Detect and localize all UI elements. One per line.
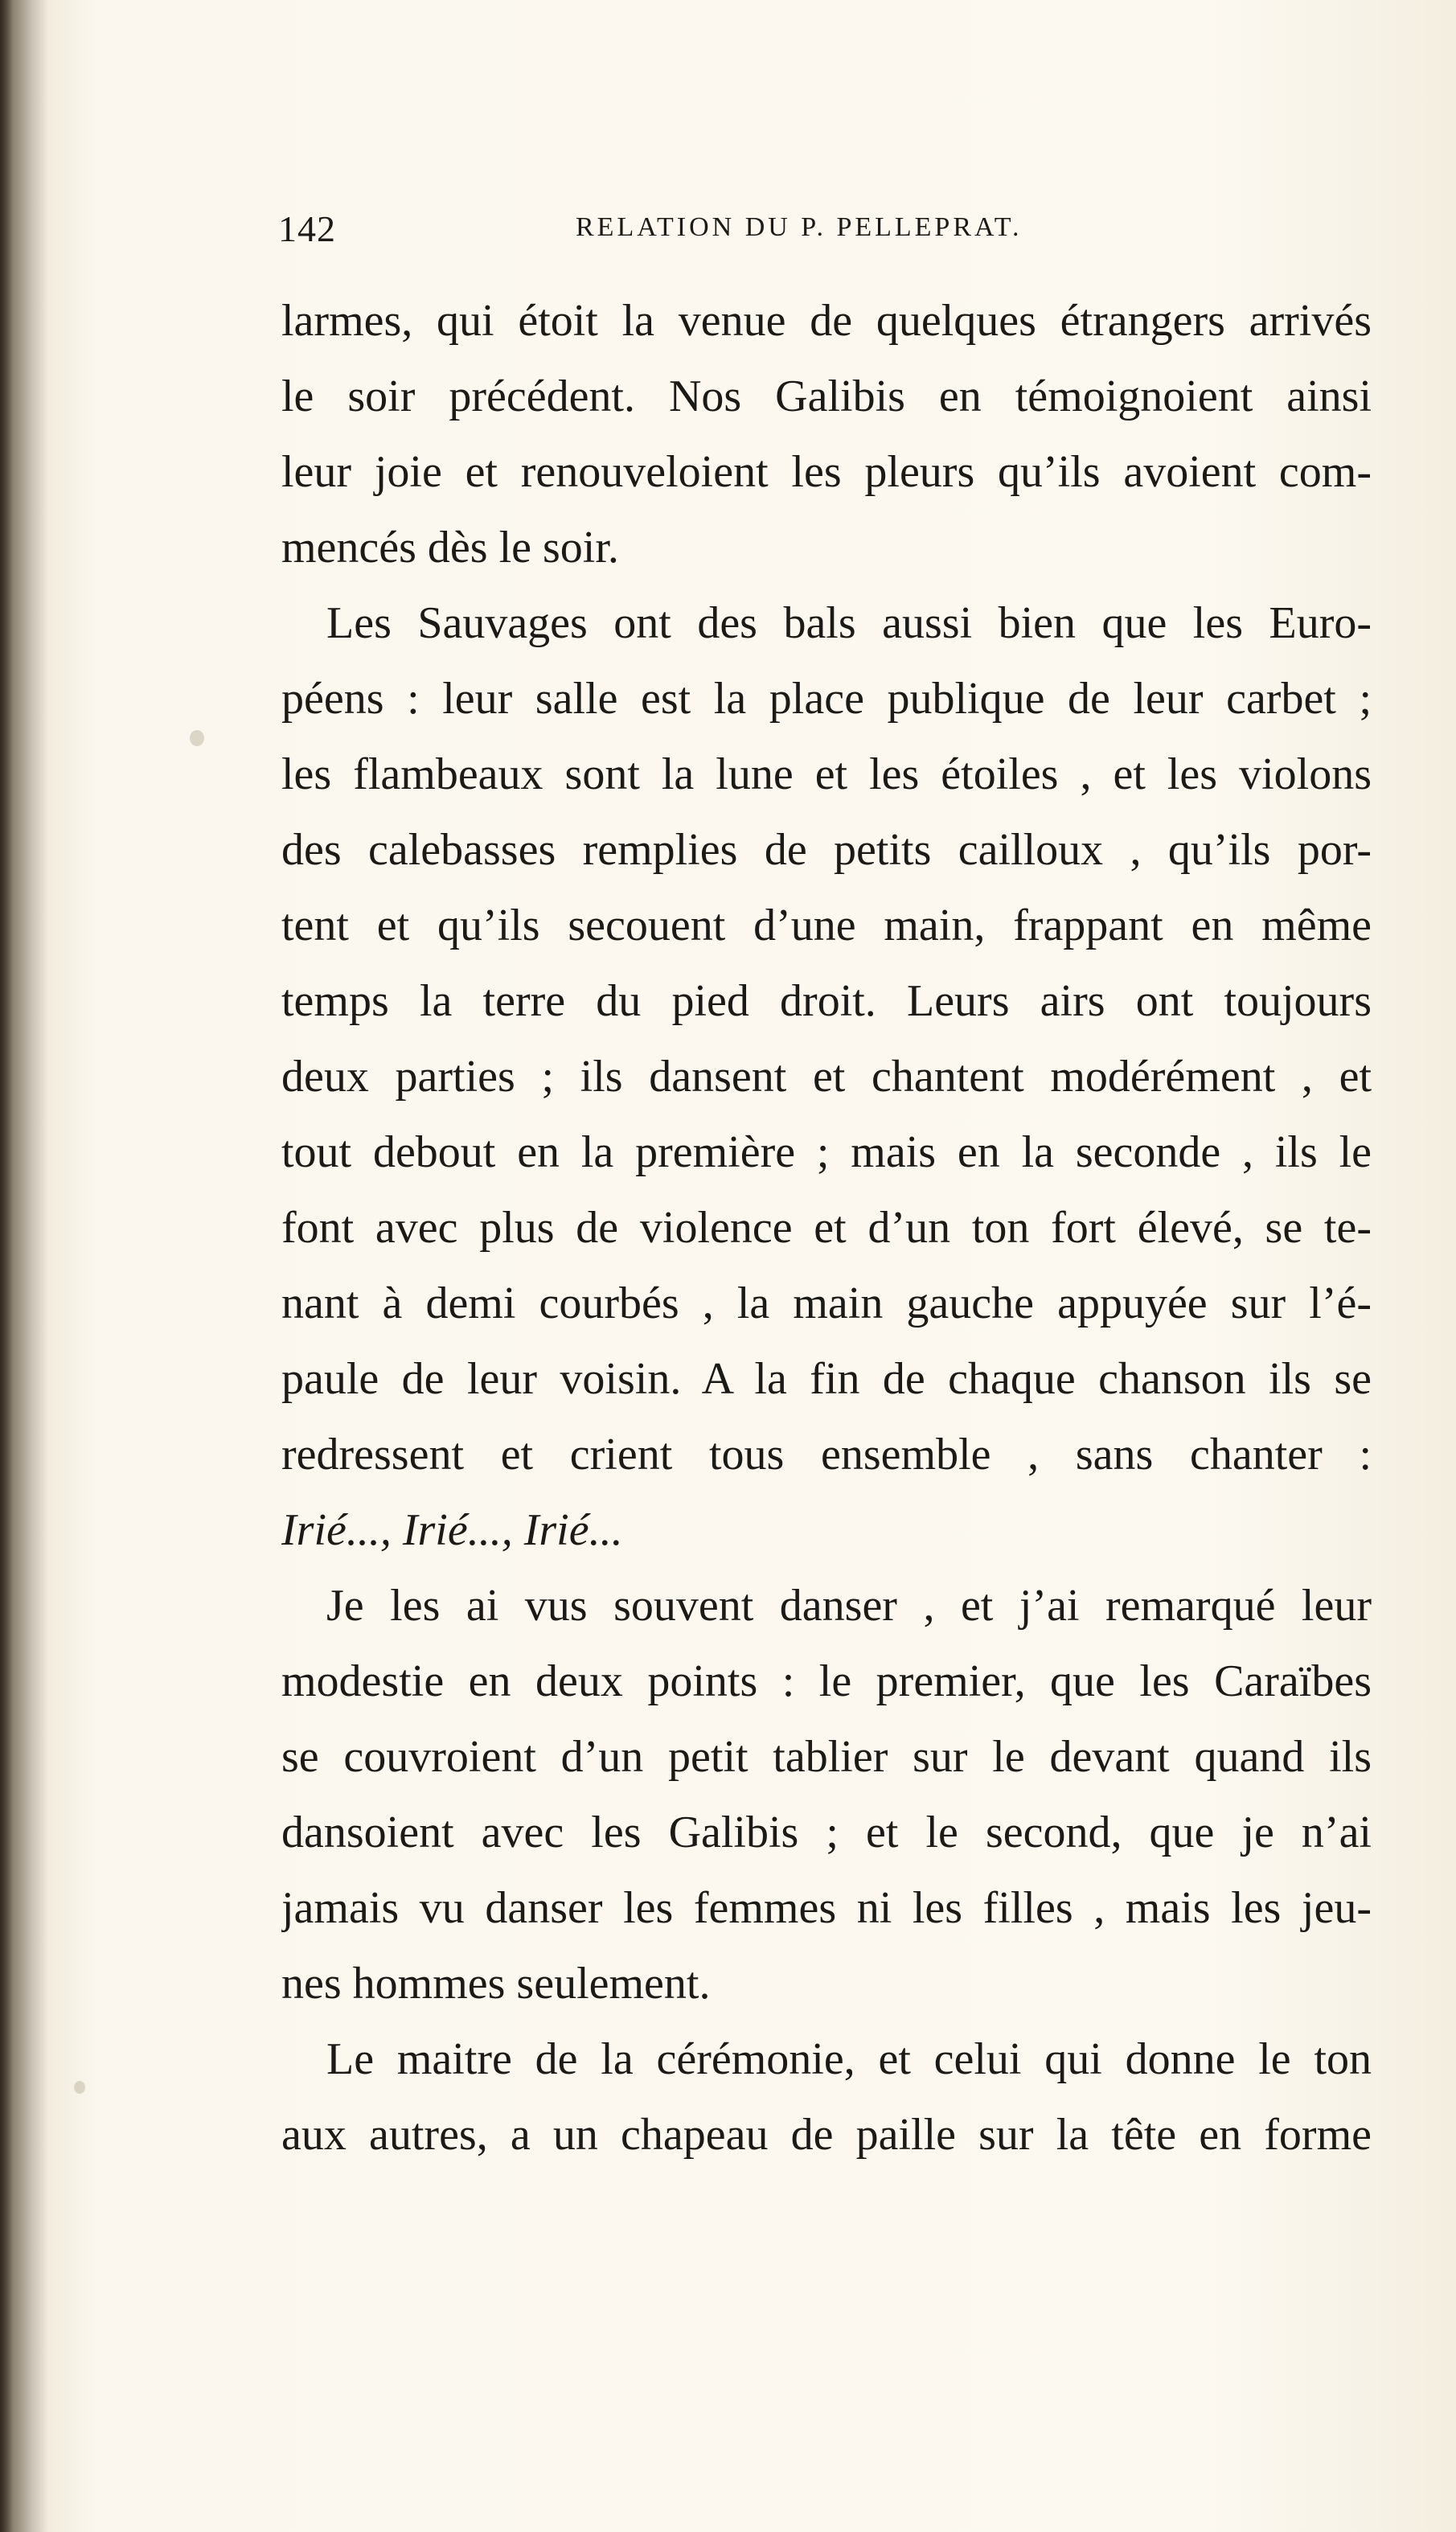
text-line: larmes, qui étoit la venue de quelques étrangers arrivés xyxy=(281,296,1372,346)
text-line: nes hommes seulement. xyxy=(281,1959,711,2009)
text-line: Le maitre de la cérémonie, et celui qui donne le ton xyxy=(326,2034,1372,2084)
text-line: péens : leur salle est la place publique de leur carbet ; xyxy=(281,674,1372,724)
text-line: mencés dès le soir. xyxy=(281,523,619,572)
foxing-spot xyxy=(190,730,204,746)
text-line: jamais vu danser les femmes ni les filles , mais les jeu- xyxy=(281,1883,1372,1933)
text-line: leur joie et renouveloient les pleurs qu’ils avoient com- xyxy=(281,447,1372,497)
text-line: Les Sauvages ont des bals aussi bien que les Euro- xyxy=(326,598,1372,648)
page-header xyxy=(278,207,1368,256)
foxing-spot xyxy=(74,2081,85,2094)
text-line: deux parties ; ils dansent et chantent modérément , et xyxy=(281,1052,1372,1102)
running-head: RELATION DU P. PELLEPRAT. xyxy=(576,212,1023,242)
text-line: se couvroient d’un petit tablier sur le devant quand ils xyxy=(281,1732,1372,1782)
text-line-italic: Irié..., Irié..., Irié... xyxy=(281,1505,623,1555)
text-line: nant à demi courbés , la main gauche appuyée sur l’é- xyxy=(281,1278,1372,1328)
text-line: modestie en deux points : le premier, que les Caraïbes xyxy=(281,1656,1372,1706)
text-line: redressent et crient tous ensemble , sans chanter : xyxy=(281,1430,1372,1479)
page-number: 142 xyxy=(278,208,336,249)
text-line: des calebasses remplies de petits cailloux , qu’ils por- xyxy=(281,825,1372,875)
text-line: aux autres, a un chapeau de paille sur la tête en forme xyxy=(281,2110,1372,2160)
text-line: paule de leur voisin. A la fin de chaque chanson ils se xyxy=(281,1354,1372,1404)
text-line: le soir précédent. Nos Galibis en témoignoient ainsi xyxy=(281,371,1372,421)
body-text xyxy=(281,283,1372,2173)
text-line: Je les ai vus souvent danser , et j’ai remarqué leur xyxy=(326,1581,1372,1631)
text-line: font avec plus de violence et d’un ton fort élevé, se te- xyxy=(281,1203,1372,1253)
text-line: temps la terre du pied droit. Leurs airs ont toujours xyxy=(281,976,1372,1026)
text-line: les flambeaux sont la lune et les étoiles , et les violons xyxy=(281,749,1372,799)
binding-shadow xyxy=(0,0,48,2532)
text-line: tent et qu’ils secouent d’une main, frappant en même xyxy=(281,901,1372,950)
text-line: dansoient avec les Galibis ; et le second, que je n’ai xyxy=(281,1808,1372,1857)
text-line: tout debout en la première ; mais en la seconde , ils le xyxy=(281,1127,1372,1177)
